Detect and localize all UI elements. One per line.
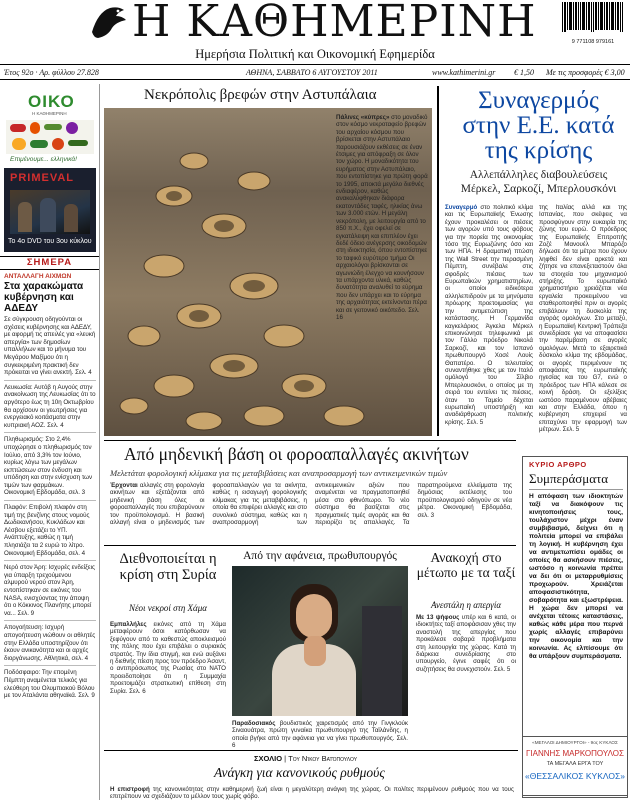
syria-body: εικόνες από τη Χάμα μεταφέρουν όσοι κατόρθωσαν να ξεφύγουν από το καθεστώς αποκλεισμού της πόλης που έχει επιβάλει ο συριακός στρατός. Την ίδια στιγμή, και ενώ αυξάνει η διεθνής πίεση προς τον πρόεδρο Άσαντ, ο αντιπρόσωπος της Ρωσίας στο ΝΑΤΟ προειδοποίησε ότι η Συμμαχία προετοιμάζει στρατιωτική επίθεση στη Συρία. Σελ. 6 — [110, 621, 226, 695]
masthead — [0, 0, 630, 84]
left-item-text: Νερό στον Άρη: Ισχυρές ενδείξεις για ύπαρξη τρεχούμενου αλμυρού νερού στον Άρη, εντοπίστηκαν σε εικόνες του NASA, ενισχύοντας την άποψη ότι ο Κόκκινος Πλανήτης μπορεί να... Σελ. 9 — [4, 564, 95, 617]
lead-body-col1: στο πολιτικό κλίμα και τις Ευρωπαϊκής Ένωσης έχουν προκαλέσει οι πιέσεις των αγορών υπό τους φόβους για την πορεία της οικονομίας τόσο της Ευρωζώνης όσο και των ΗΠΑ. Η δραματική πτώση της Wall Street την περασμένη Πέμπτη, συνέβαλε στις σφοδρές πιέσεις των Ευρωπαϊκών χρηματιστηρίων, οι οποίοι ειδικότερα αλληλεπιδρούν με τα μηνύματα πρόωρης προετοιμασίας για την αντιμετώπιση της κατάστασης. Η Γερμανίδα καγκελάριος Άγκελα Μέρκελ επικοινώνησε τηλεφωνικά με τον Γάλλο πρόεδρο Νικολά Σαρκοζί, και τον Ισπανό πρωθυπουργό Χοσέ Λουίς Θαπατέρο. Ο τελευταίος συναντήθηκε χθες με τον Ιταλό ομόλογό του Σίλβιο Μπερλουσκόνι, ο οποίος με τη σειρά του εντείνει τις πιέσεις, όταν το Ταμείο δέχεται ευρωπαϊκή υποστήριξη και αναδιάρθρωση πολιτικής κρίσης. Σελ. 5 — [445, 204, 533, 426]
syria-headline[interactable]: Διεθνοποιείται η κρίση στη Συρία — [119, 551, 217, 583]
tax-text — [110, 482, 512, 540]
tax-lead-word: Έρχονται — [110, 482, 138, 489]
barcode — [560, 2, 626, 45]
newspaper-subtitle: Ημερήσια Πολιτική και Οικονομική Εφημερίδα — [195, 47, 435, 61]
price: € 1,50 — [514, 68, 534, 77]
left-item-text: Λευκωσία: Αυτόβ η Αυγούς στην ανακοίνωση της Λευκωσίας ότι το αργότερο έως τη 10η Οκτωβρίου θα αρχίσουν οι γεωτρήσεις για ενεργειακό κοιτάσματα στην κυπριακή ΑΟΖ. Σελ. 4 — [4, 383, 96, 429]
commentary-byline: ΣΧΟΛΙΟ | Του Νίκου Βατόπουλου — [254, 754, 358, 763]
issue-number: Έτος 92ο · Αρ. φύλλου 27.828 — [4, 68, 99, 77]
commentary-body: της κανονικότητας στην καθημερινή ζωή είναι η μεγαλύτερη ανάγκη της χώρας. Οι πολίτες περιμένουν ρυθμούς που να τους επιτρέπουν να σχεδιάζουν το μέλλον τους χωρίς φόβο. — [110, 786, 514, 800]
syria-lead-word: Εμπαλλήλες — [110, 621, 147, 628]
promo-author: ΓΙΑΝΝΗΣ ΜΑΡΚΟΠΟΥΛΟΣ — [526, 749, 624, 758]
left-item-text: Σε σύγκρουση οδηγούνται οι σχέσεις κυβέρνησης και ΑΔΕΔΥ, με αφορμή τις απειλές για «λευκή απεργία» των δημοσίων υπαλλήλων και το μήνυμα του Μεγάρου Μαξίμου ότι η συγκεκριμένη πρακτική δεν πρόκειται να γίνει ανεκτή. Σελ. 4 — [4, 316, 96, 377]
barcode-number: 9 771108 979161 — [571, 39, 615, 45]
rule — [104, 440, 516, 441]
left-item-text: Ποδόσφαιρο: Την επομένη Πέμπτη αναμένεται τελικός για ελεύθερη του Ολυμπιακού Βόλου με τον Αταλάντα αθηναϊκά. Σελ. 9 — [4, 669, 95, 700]
lead-text-col2: της Ιταλίας αλλά και της Ισπανίας, που σκέψεις να προσφύγουν στην ευκαιρία της ζώνης του ευρώ. Ο πρόεδρος της Ευρωπαϊκής Επιτροπής Ζοζέ Μανουέλ Μπαρόζο δήλωσε ότι τα μέτρα που έχουν ληφθεί δεν είναι αρκετά και ζήτησε να επανεξεταστούν όλα τα στοιχεία του μηχανισμού στήριξης. Το ευρωπαϊκό χρηματιστήριο χρειάζεται νέα εργαλεία προκειμένου να σταθεροποιηθεί πριν οι αγορές επιβάλουν τη δυσκολία της αγοράς ομολόγων. Στο μεταξύ, η Ευρωπαϊκή Κεντρική Τράπεζα συνεδρίασε για να αποφασίσει την παρέμβαση σε αγορές ομολόγων. Μετά το εξαιρετικά δύσκολο κλίμα της εβδομάδας, οι αγορές περιμένουν τις αποφάσεις της ευρωπαϊκής ηγεσίας και του G7, ενώ ο πρόεδρος των ΗΠΑ κάλεσε σε κοινή δράση. Οι εξελίξεις ωστόσο παραμένουν αβέβαιες και στην Ελλάδα, όπου η κυβέρνηση επιχειρεί να επιταχύνει την εφαρμογή των μέτρων. Σελ. 5 — [539, 204, 627, 434]
commentary-label: ΣΧΟΛΙΟ — [254, 754, 283, 763]
oiko-sublabel: Η ΚΑΘΗΜΕΡΙΝΗ — [32, 111, 67, 116]
astypalaia-text — [336, 114, 428, 321]
tax-story[interactable] — [104, 440, 516, 544]
left-item-text: Πληθωρισμός: Στο 2,4% υποχώρησε ο πληθωρισμός τον Ιούλιο, από 3,3% τον Ιούνιο, κυρίως λόγω των μεγάλων εκπτώσεων στον ένδυση και υπόδηση και στην ενίσχυση των τιμών των φαρμάκων. Οικονομική Εβδομάδα, σελ. 3 — [4, 436, 93, 497]
today-section-label: ΣΗΜΕΡΑ — [0, 256, 99, 270]
thailand-headline[interactable]: Από την αφάνεια, πρωθυπουργός — [243, 550, 397, 562]
strike-lead-word: Με 13 ψήφους — [416, 614, 460, 621]
promo-subtitle: ΤΑ ΜΕΓΑΛΑ ΕΡΓΑ ΤΟΥ — [546, 761, 604, 767]
lead-headline-line: Συναγερμός — [478, 87, 599, 114]
syria-subhead: Νέοι νεκροί στη Χάμα — [128, 603, 208, 613]
today-list — [4, 273, 96, 700]
astypalaia-headline[interactable]: Νεκρόπολις βρεφών στην Αστυπάλαια — [144, 87, 377, 103]
column-rule — [437, 86, 439, 436]
lead-subhead-line: Αλλεπάλληλες διαβουλεύσεις — [469, 169, 608, 181]
thailand-lead-word: Παραδοσιακός — [232, 720, 276, 727]
tax-body: αλλαγές στη φορολογία ακινήτων και εξετάζονται από μηδενική βάση όλες οι φοροαπαλλαγές που επιβαρύνουν τον προϋπολογισμό. Η βασική αλλαγή είναι ο μηδενισμός των φοροαπαλλαγών για τα ακίνητα, καθώς η εισαγωγή φορολογικής κλίμακας για τις μεταβιβάσεις, η οποία θα επιφέρει αλλαγές και στο συνολικό σύστημα, καθώς και η αναπροσαρμογή των αντικειμενικών αξιών που αναμένεται να πραγματοποιηθεί μέσα στο φθινόπωρο. Το νέο σύστημα θα βασίζεται στις πραγματικές τιμές αγοράς και θα περιορίζει τις απαλλαγές. Τα παρατηρούμενα ελλείμματα της δημόσιας εκτέλεσης του προϋπολογισμού οδηγούν σε νέα μέτρα. Οικονομική Εβδομάδα, σελ. 3 — [110, 482, 512, 527]
offer-price: Με τις προσφορές € 3,00 — [546, 68, 625, 77]
syria-text — [110, 621, 226, 761]
lead-story[interactable] — [437, 86, 630, 436]
lead-text-col1 — [445, 204, 533, 434]
strike-story[interactable] — [412, 548, 518, 748]
website-link[interactable]: www.kathimerini.gr — [432, 68, 496, 77]
lead-subhead-line: Μέρκελ, Σαρκοζί, Μπερλουσκόνι — [460, 183, 617, 195]
barcode-icon — [560, 2, 626, 34]
oiko-promo[interactable] — [4, 88, 96, 164]
primeval-promo[interactable] — [4, 168, 96, 252]
promo-title: «ΘΕΣΣΑΛΙΚΟΣ ΚΥΚΛΟΣ» — [525, 771, 625, 781]
astypalaia-story[interactable] — [104, 86, 432, 436]
commentary[interactable] — [104, 750, 518, 800]
strike-body: υπέρ και 6 κατά, οι ιδιοκτήτες ταξί αποφάσισαν χθες την αναστολή της απεργίας που προκάλεσε σοβαρά προβλήματα στη λειτουργία της χώρας. Κατά τη διάρκεια συνεδρίασης στο υπουργείο, έγινε σαφές ότι οι συζητήσεις θα συνεχιστούν. Σελ. 5 — [416, 614, 516, 673]
commentary-text — [110, 786, 514, 800]
commentary-author: Του Νίκου Βατόπουλου — [288, 754, 358, 763]
vegetables-image — [6, 120, 94, 154]
dateline — [0, 64, 630, 80]
left-item-text: Πλαφόν: Επιβολή πλαφόν στη τιμή της βενζίνης στους νομούς Δωδεκανήσου, Κυκλάδων και Λέσβου εξετάζει το ΥΠ. Ανάπτυξης, καθώς η τιμή πλησιάζει τα 2 ευρώ το λίτρο. Οικονομική Εβδομάδα, σελ. 4 — [4, 504, 90, 557]
issue-date: ΑΘΗΝΑ, ΣΑΒΒΑΤΟ 6 ΑΥΓΟΥΣΤΟΥ 2011 — [246, 68, 378, 77]
editorial-text: Η απόφαση των ιδιοκτητών ταξί να διακόψουν τις κινητοποιήσεις τους, τουλάχιστον μέχρι έναν συμβιβασμό, δείχνει ότι η πολιτεία μπορεί να επιβάλει τη λογική. Η κυβέρνηση έχει να αντιμετωπίσει ομάδες οι οποίες θα ασκήσουν πιέσεις, ωστόσο η κοινωνία πρέπει να δει ότι οι μεταρρυθμίσεις προχωρούν. Χρειάζεται αποφασιστικότητα, σοβαρότητα και εξωστρέφεια. Η χώρα δεν μπορεί να ανέχεται τέτοιες καταστάσεις, καθώς κάθε μέρα που περνά χωρίς αλλαγές επιβαρύνει την οικονομία και την κοινωνία. Ας ελπίσουμε ότι θα υπάρξουν συμπεράσματα. — [529, 493, 623, 660]
editorial-headline[interactable]: Συμπεράσματα — [529, 471, 609, 486]
rule — [104, 750, 518, 751]
primeval-logo: PRIMEVAL — [10, 172, 75, 184]
left-item-text: Απογοήτευση: Ισχυρή απογοήτευση νιώθουν οι αθλητές στην Ελλάδα υποστηρίζουν ότι έκουν ανικανότητα και οι αρχές διοργάνωσης. Αθλητικά, σελ. 4 — [4, 624, 96, 662]
thailand-photo — [232, 566, 408, 716]
thailand-caption-body: βουδιστικός χαιρετισμός από την Γινγκλούκ Σιναουάτρα, πρώτη γυναίκα πρωθυπουργό της Ταϊλάνδης, η οποία βγήκε από την αφάνεια για να γίνει πρωθυπουργός. Σελ. 6 — [232, 720, 408, 748]
oiko-caption: Επιμένουμε... ελληνικά! — [10, 156, 77, 163]
newspaper-title: Η ΚΑΘΗΜΕΡΙΝΗ — [132, 0, 537, 47]
primeval-image — [10, 190, 90, 234]
left-headline[interactable]: Στα χαρακώματα κυβέρνηση και ΑΔΕΔΥ — [4, 281, 84, 314]
astypalaia-body: στο μοναδικό στον κόσμο νεκροταφείο βρεφών του αρχαίου κόσμου που βρίσκεται στην Αστυπάλαιο παρουσιάζουν εκθέσεις σε έναν έτσιμες για απόφραξη σε όλον τον χώρο. Η μοναδικότητα του ευρήματος στην Αστυπάλαιο, που εντοπίστηκε για πρώτη φορά το 1995, αποκτά μεγάλο διεθνές ενδιαφέρον, καθώς ανακαλύφθηκαν διάφορα εκατοντάδες ταφές, ηλικίας άνω των 3.000 ετών. Η μεγάλη νεκρόπολη, με λειτουργία από το 850 π.Χ., έχει οφελεί σε εγκατάλειψη και επιπλέον έχει δεδέ όδειο ανέγερσης οικοδομών στη ιδιοκτησία, όπου εντοπίστηκε το ταφικό ευρύτερο τμήμα Οι αρχαιολόγοι βρίσκονται σε αγωνιώδη έλεγχο να κουνήσουν τα υπάρχοντα υλικά, καθώς δυνατότητα αναλυθεί το εύρημα που δεν υπάρχει και το εύρημα της αρχαιότητας εκτείνονται πέρα και σε γειτονικό οικόπεδο. Σελ. 16 — [336, 114, 428, 321]
lead-subhead — [447, 168, 630, 196]
rule — [529, 489, 623, 490]
lead-headline-line: της κρίσης — [484, 137, 593, 164]
thailand-caption — [232, 720, 408, 748]
tax-subhead: Μελετάται φορολογική κλίμακα για τις μεταβιβάσεις και αναπροσαρμογή των αντικειμενικών τιμών — [110, 468, 448, 478]
left-column — [0, 84, 100, 800]
strike-headline[interactable]: Ανακοχή στο μέτωπο με τα ταξί — [416, 550, 516, 580]
astypalaia-lead: Πάλινες «κύπρες» — [336, 114, 390, 121]
eagle-logo-icon — [88, 2, 128, 42]
editorial-label: ΚΥΡΙΟ ΑΡΘΡΟ — [529, 460, 587, 469]
exchange-label: ΑΝΤΑΛΛΑΓΗ ΑΙΧΜΩΝ — [4, 273, 72, 280]
strike-subhead: Ανεστάλη η απεργία — [430, 600, 502, 610]
rule — [104, 545, 516, 546]
strike-text — [416, 614, 516, 748]
promo-tag: «ΜΕΓΑΛΟΙ ΔΗΜΙΟΥΡΓΟΙ» - 9ος ΚΥΚΛΟΣ — [532, 740, 618, 745]
commentary-lead-word: Η επιστροφή — [110, 786, 150, 793]
promo-box[interactable] — [522, 736, 628, 798]
tax-headline[interactable]: Από μηδενική βάση οι φοροαπαλλαγές ακινήτων — [124, 444, 469, 464]
lead-headline[interactable] — [447, 88, 630, 163]
thailand-story[interactable] — [232, 548, 408, 748]
commentary-headline[interactable]: Ανάγκη για κανονικούς ρυθμούς — [214, 765, 385, 780]
lead-headline-line: στην Ε.Ε. κατά — [462, 112, 615, 139]
primeval-caption: Το 4ο DVD του 3ου κύκλου — [8, 238, 92, 245]
oiko-logo: ΟΙΚΟ — [28, 92, 75, 111]
lead-lead-word: Συναγερμό — [445, 204, 478, 211]
